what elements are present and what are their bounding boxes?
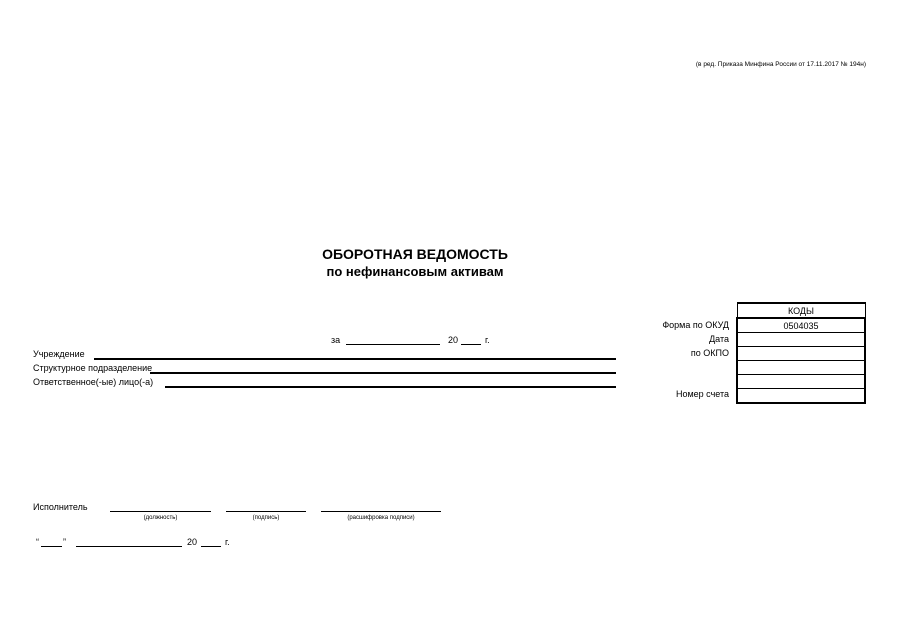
code-account-cell[interactable] [737,389,865,404]
edition-note: (в ред. Приказа Минфина России от 17.11.2017 № 194н) [695,61,866,68]
code-okud-cell[interactable]: 0504035 [737,318,865,333]
codes-label-account: Номер счета [675,389,729,399]
codes-label-date: Дата [709,334,729,344]
codes-label-okud: Форма по ОКУД [662,320,729,330]
period-year-suffix: г. [485,335,490,345]
code-blank-cell-1[interactable] [737,361,865,375]
responsible-label: Ответственное(-ые) лицо(-а) [33,377,154,387]
period-year-prefix: 20 [448,335,459,345]
institution-field[interactable] [94,358,616,360]
sign-year-prefix: 20 [187,537,198,547]
period-date-field[interactable] [346,344,440,345]
executor-position-field[interactable] [110,511,211,512]
code-date-cell[interactable] [737,333,865,347]
decoding-caption: (расшифровка подписи) [347,515,415,521]
signature-caption: (подпись) [252,515,280,521]
institution-label: Учреждение [33,349,85,359]
sign-day-field[interactable] [41,546,62,547]
executor-signature-field[interactable] [226,511,306,512]
executor-decoding-field[interactable] [321,511,441,512]
period-year-field[interactable] [461,344,481,345]
date-open-quote: “ [36,537,39,547]
codes-header: КОДЫ [737,303,865,318]
sign-month-field[interactable] [76,546,182,547]
date-close-quote: ” [63,537,66,547]
document-title: ОБОРОТНАЯ ВЕДОМОСТЬ [322,246,508,262]
document-subtitle: по нефинансовым активам [326,264,504,279]
sign-year-suffix: г. [225,537,230,547]
subdivision-field[interactable] [150,372,616,374]
executor-label: Исполнитель [33,502,88,512]
code-okpo-cell[interactable] [737,347,865,361]
responsible-field[interactable] [165,386,616,388]
code-blank-cell-2[interactable] [737,375,865,389]
period-prefix: за [331,335,341,345]
subdivision-label: Структурное подразделение [33,363,153,373]
sign-year-field[interactable] [201,546,221,547]
codes-label-okpo: по ОКПО [690,348,729,358]
position-caption: (должность) [143,515,178,521]
codes-table [736,302,866,404]
